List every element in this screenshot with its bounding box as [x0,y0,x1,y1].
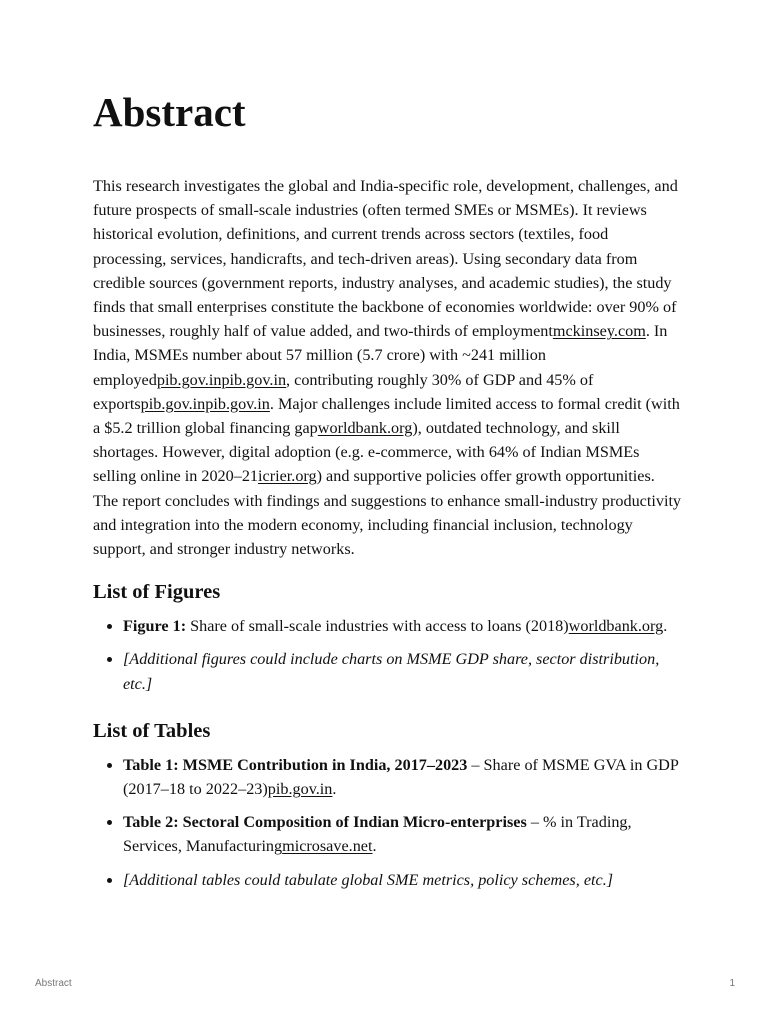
link-icrier[interactable]: icrier.org [258,467,317,486]
table-1-link[interactable]: pib.gov.in [267,780,333,799]
abstract-text-5: ), outdated technology, and skill shortages. However, digital adoption (e.g. e-commerce, with 64% of Indian MSMEs selling online in 2020–21 [93,419,640,486]
tables-note: [Additional tables could tabulate global SME metrics, policy schemes, etc.] [123,870,614,889]
list-item [123,868,683,892]
table-1-label: Table 1: MSME Contribution in India, 2017–2023 [123,755,468,774]
figure-1-label: Figure 1: [123,617,187,636]
abstract-text-1: This research investigates the global and India-specific role, development, challenges, and future prospects of small-scale industries (often termed SMEs or MSMEs). It reviews historical evolution, definitions, and current trends across sectors (textiles, food processing, services, handicrafts, and tech-driven areas). Using secondary data from credible sources (government reports, industry analyses, and academic studies), the study finds that small enterprises constitute the backbone of economies worldwide: over 90% of businesses, roughly half of value added, and two-thirds of employment [93,177,678,341]
link-worldbank[interactable]: worldbank.org [317,419,413,438]
list-item [123,647,683,695]
footer-section-title: Abstract [35,978,72,989]
abstract-text-4: . Major challenges include limited access to formal credit (with a $5.2 trillion global financing gap [93,394,680,438]
figure-1-end: . [663,617,668,636]
page-content [93,88,683,914]
abstract-paragraph [93,174,683,561]
figures-list [93,614,683,696]
tables-heading: List of Tables [93,719,211,742]
tables-list [93,753,683,892]
table-1-text: – Share of MSME GVA in GDP (2017–18 to 2022–23) [123,755,679,799]
abstract-text-3: , contributing roughly 30% of GDP and 45% of exports [93,370,594,413]
figure-1-text: Share of small-scale industries with access to loans (2018) [186,617,569,636]
figures-heading: List of Figures [93,581,221,604]
page-footer [35,978,735,989]
link-mckinsey[interactable]: mckinsey.com [552,322,646,341]
page-number: 1 [729,978,735,989]
table-1-end: . [332,780,337,799]
link-pib-1[interactable]: pib.gov.inpib.gov.in [156,370,287,389]
list-item [123,614,683,638]
table-2-link[interactable]: microsave.net [282,837,373,856]
list-item [123,753,683,801]
figure-1-link[interactable]: worldbank.org [568,617,664,636]
page-title: Abstract [93,89,246,135]
table-2-end: . [372,837,377,856]
link-pib-2[interactable]: pib.gov.inpib.gov.in [140,394,270,413]
abstract-text-2: . In India, MSMEs number about 57 million (5.7 crore) with ~241 million employed [93,322,668,389]
table-2-text: – % in Trading, Services, Manufacturing [123,813,632,856]
figures-note: [Additional figures could include charts on MSME GDP share, sector distribution, etc.] [123,650,660,693]
table-2-label: Table 2: Sectoral Composition of Indian Micro-enterprises [123,813,527,832]
list-item [123,810,683,858]
abstract-text-6: ) and supportive policies offer growth opportunities. The report concludes with findings and suggestions to enhance small-industry productivity and integration into the modern economy, including financial inclusion, technology support, and stronger industry networks. [93,467,682,559]
